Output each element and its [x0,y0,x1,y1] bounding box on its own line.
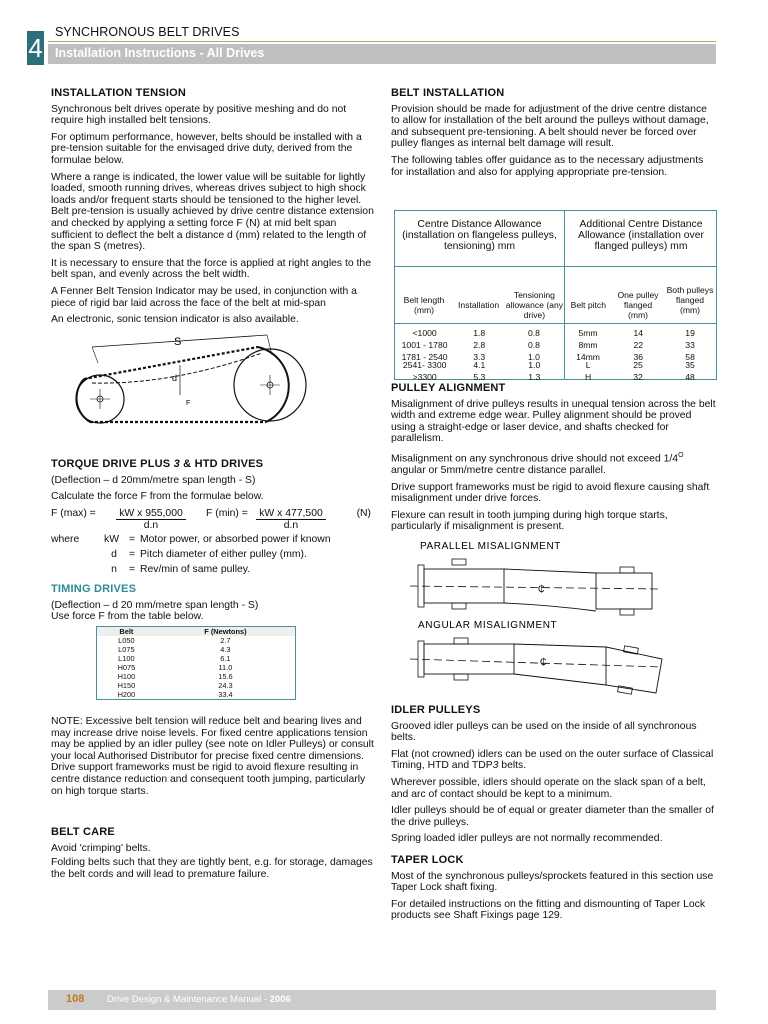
header-rule [48,41,716,42]
pulley-alignment-heading: PULLEY ALIGNMENT [391,382,506,394]
allowance-rows-a [395,327,716,363]
belt-installation-section [391,88,718,183]
belt-deflection-diagram [62,325,362,445]
paragraph: Folding belts such that they are tightly bent, e.g. for storage, damages the belt cords and will lead to premature failure. [51,857,373,880]
table-row: 1781 - 2540 3.3 1.0 14mm 36 58 [401,352,695,362]
belt-installation-heading: BELT INSTALLATION [391,87,505,99]
paragraph: For optimum performance, however, belts should be installed with a pre-tension suitable for the envisaged drive duty, derived from the formulae below. [51,131,362,166]
paragraph: Flat (not crowned) idlers can be used on the outer surface of Classical Timing, HTD and TDP3 belts. [391,748,714,772]
torque-drive-heading: TORQUE DRIVE PLUS 3 & HTD DRIVES [51,458,264,470]
section-number: 4 [28,33,43,63]
paragraph: Drive support frameworks must be rigid to avoid flexure causing shaft misalignment under drive forces. [391,481,710,505]
timing-drives-section [51,584,378,623]
belt-care-heading: BELT CARE [51,826,115,838]
note-section [51,716,378,802]
table-row: 1001 - 1780 2.8 0.8 8mm 22 33 [401,340,695,350]
table-header: Belt [97,627,156,637]
table-row: H200 33.4 [117,690,233,699]
parallel-misalignment-label: PARALLEL MISALIGNMENT [420,541,561,552]
force-formula: F (max) = kW x 955,000 d.n F (min) = kW x 477,500 d.n (N) [51,507,371,532]
table-row: <1000 1.8 0.8 5mm 14 19 [412,328,695,338]
table-row: H150 24.3 [117,681,233,690]
page-subtitle: Installation Instructions - All Drives [55,46,265,60]
table-row: H100 15.6 [117,672,233,681]
calc-note: Calculate the force F from the formulae below. [51,491,264,503]
paragraph: The following tables offer guidance as to the necessary adjustments for installation and also for applying appropriate pre-tension. [391,154,704,178]
table-row: 2541- 3300 4.1 1.0 L 25 35 [402,360,695,370]
taper-lock-heading: TAPER LOCK [391,854,464,866]
group2-title: Additional Centre Distance Allowance (installation over flanged pulleys) mm [578,219,704,252]
footer-title: Drive Design & Maintenance Manual - 2006 [107,994,291,1005]
group1-title: Centre Distance Allowance (installation on flangeless pulleys, tensioning) mm [402,219,557,252]
use-note: Use force F from the table below. [51,611,204,623]
timing-force-table [96,626,296,700]
paragraph: Provision should be made for adjustment of the drive centre distance to allow for installation of the belt around the pulleys without damage, and subsequent pre-tensioning. A belt should never be forced over pulley flanges as internal belt damage will result. [391,103,709,150]
table-header: F (Newtons) [156,627,296,637]
paragraph: Synchronous belt drives operate by positive meshing and do not require high installed belt tensions. [51,103,347,127]
parallel-misalignment-diagram [410,559,660,615]
force-label: F [186,400,191,407]
paragraph: Flexure can result in tooth jumping during high torque starts, particularly if misalignment is present. [391,509,668,533]
page-number: 108 [66,993,85,1005]
angular-misalignment-label: ANGULAR MISALIGNMENT [418,620,558,631]
torque-drive-section [51,459,378,579]
paragraph: Most of the synchronous pulleys/sprockets featured in this section use Taper Lock shaft fixing. [391,870,714,894]
paragraph: Where a range is indicated, the lower value will be suitable for lightly loaded, smooth running drives, whereas drives subject to high shock loads and/or frequent starts should be tensioned to the higher level. Belt pre-tension is usually achieved by drive centre distance extension and checked by applying a setting force F (N) at mid belt span sufficient to deflect the belt a distance d (mm) related to the length of the span S (metres). [51,171,374,253]
svg-text:₵: ₵ [538,584,545,594]
table-row: L100 6.1 [118,654,231,663]
paragraph: A Fenner Belt Tension Indicator may be used, in conjunction with a piece of rigid bar laid across the face of the belt at mid-span [51,285,357,309]
table-row: L075 4.3 [118,645,231,654]
paragraph: Spring loaded idler pulleys are not normally recommended. [391,833,663,845]
deflection-note: (Deflection – d 20 mm/metre span length - S) [51,599,259,611]
allowance-col-headers: Belt length (mm) Installation Tensioning allowance (any drive) Belt pitch One pulley flanged (mm) Both pulleys flanged (mm) [403,285,714,320]
allowance-table [394,210,717,380]
taper-lock-section [391,855,718,927]
variable-definitions: where kW = Motor power, or absorbed power if known d = Pitch diameter of either pulley (mm). n = Rev/min of same pulley. [51,533,331,575]
timing-drives-heading: TIMING DRIVES [51,583,137,595]
deflection-note: (Deflection – d 20mm/metre span length - S) [51,474,256,486]
installation-tension-heading: INSTALLATION TENSION [51,87,186,99]
idler-pulleys-section [391,705,718,850]
table-row: >3300 5.3 1.3 H 32 48 [412,372,695,382]
allowance-rows-b [395,359,716,383]
paragraph: Misalignment of drive pulleys results in unequal tension across the belt width and extreme edge wear. Pulley alignment should be proved using a straight-edge or laser device, and shafts checked for parallelism. [391,398,716,445]
installation-tension-section [51,88,378,331]
paragraph: Avoid 'crimping' belts. [51,842,151,854]
table-row: H075 11.0 [117,663,233,672]
span-label: S [174,336,182,348]
angular-misalignment-diagram [410,638,662,694]
tension-note: NOTE: Excessive belt tension will reduce belt and bearing lives and may increase drive noise levels. For fixed centre applications tension may be applied by an idler pulley (see note on Idler Pulleys) or consult your local Authorised Distributor for precise fixed centre dimensions. Drive support frameworks must be rigid to avoid flexure resulting in centre distance reduction and consequent tooth jumping, particularly on high torque starts. [51,716,374,797]
paragraph: Wherever possible, idlers should operate on the slack span of a belt, and arc of contact should be kept to a minimum. [391,776,706,800]
pulley-alignment-section [391,383,718,538]
belt-care-section [51,827,378,885]
paragraph: Idler pulleys should be of equal or greater diameter than the smaller of the drive pulleys. [391,805,714,828]
paragraph: It is necessary to ensure that the force is applied at right angles to the belt span, and evenly across the belt width. [51,257,371,281]
paragraph: Grooved idler pulleys can be used on the inside of all synchronous belts. [391,720,697,744]
deflection-label: d [172,373,178,383]
paragraph: Misalignment on any synchronous drive should not exceed $1/4^O$ angular or 5mm/metre centre distance parallel. [391,451,684,477]
section-title: SYNCHRONOUS BELT DRIVES [55,25,240,39]
paragraph: For detailed instructions on the fitting and dismounting of Taper Lock products see Shaft Fixings page 129. [391,898,706,922]
table-row: L050 2.7 [118,636,231,645]
paragraph: An electronic, sonic tension indicator is also available. [51,314,299,326]
svg-text:₵: ₵ [540,657,547,667]
idler-pulleys-heading: IDLER PULLEYS [391,704,481,716]
misalignment-diagrams [410,537,670,697]
